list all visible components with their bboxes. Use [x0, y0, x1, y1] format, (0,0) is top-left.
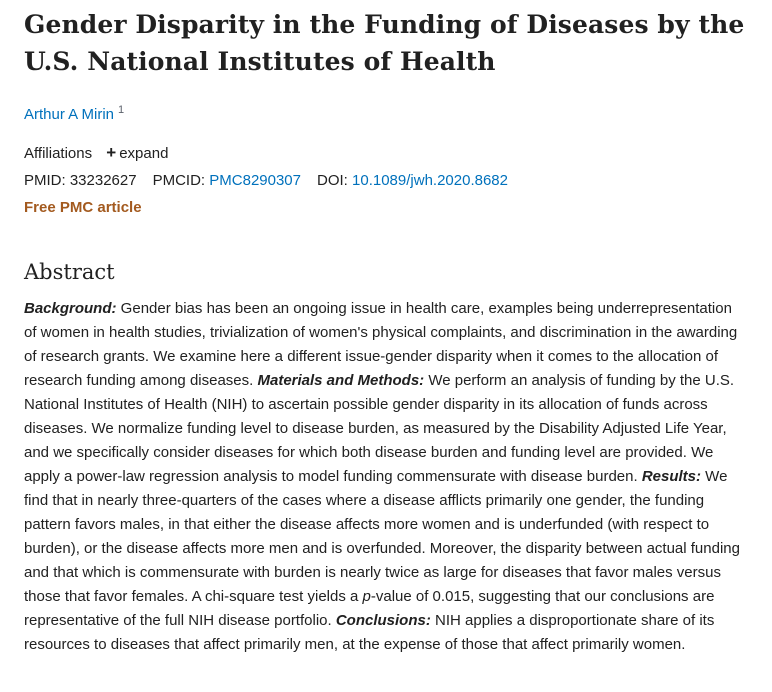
authors-list — [24, 100, 748, 125]
identifiers-row — [24, 171, 748, 191]
results-label: Results: — [641, 468, 702, 485]
methods-label: Materials and Methods: — [257, 372, 425, 389]
affiliations-row — [24, 143, 748, 164]
conclusions-text: NIH applies a disproportionate share of its resources to diseases that affect primarily men, at the expense of those that affect primarily women. — [24, 612, 715, 653]
pmid-value: 33232627 — [69, 172, 137, 189]
abstract-heading: Abstract — [24, 260, 115, 284]
conclusions-label: Conclusions: — [335, 612, 431, 629]
pmcid-label: PMCID: — [152, 172, 206, 189]
expand-affiliations-button[interactable] — [106, 145, 168, 162]
results-text-2: -value of 0.015, suggesting that our conclusions are representative of the full NIH disease portfolio. — [24, 588, 715, 629]
doi-label: DOI: — [317, 172, 348, 189]
background-label: Background: — [24, 300, 117, 317]
article-title: Gender Disparity in the Funding of Diseases by the U.S. National Institutes of Health — [24, 10, 745, 76]
doi-link[interactable]: 10.1089/jwh.2020.8682 — [352, 172, 508, 189]
free-pmc-badge: Free PMC article — [24, 199, 142, 216]
background-text: Gender bias has been an ongoing issue in health care, examples being underrepresentation of women in health studies, trivialization of women's physical complaints, and discrimination in the awarding of research grants. We examine here a different issue-gender disparity when it comes to the allocation of research funding among diseases. — [24, 300, 738, 389]
abstract-body — [24, 297, 744, 657]
author-link[interactable]: Arthur A Mirin — [24, 106, 115, 123]
pmid-label: PMID: — [24, 172, 66, 189]
plus-icon: + — [106, 143, 117, 162]
results-text-1: We find that in nearly three-quarters of the cases where a disease afflicts primarily one gender, the funding pattern favors males, in that either the disease affects more women and is underfunded (with respect to burden), or the disease affects more men and is overfunded. Moreover, the disparity between actual funding and that which is commensurate with burden is nearly twice as large for diseases that favor males versus those that favor females. A chi-square test yields a — [24, 468, 740, 605]
affiliations-label: Affiliations — [24, 145, 93, 162]
affiliation-ref[interactable]: 1 — [118, 104, 125, 116]
pmcid-link[interactable]: PMC8290307 — [209, 172, 301, 189]
p-value-symbol: p — [362, 588, 371, 605]
methods-text: We perform an analysis of funding by the U.S. National Institutes of Health (NIH) to ascertain possible gender disparity in its allocation of funds across diseases. We normalize funding level to disease burden, as measured by the Disability Adjusted Life Year, and we specifically consider diseases for which both disease burden and funding level are provided. We apply a power-law regression analysis to model funding commensurate with disease burden. — [24, 372, 735, 485]
expand-label: expand — [119, 145, 169, 162]
